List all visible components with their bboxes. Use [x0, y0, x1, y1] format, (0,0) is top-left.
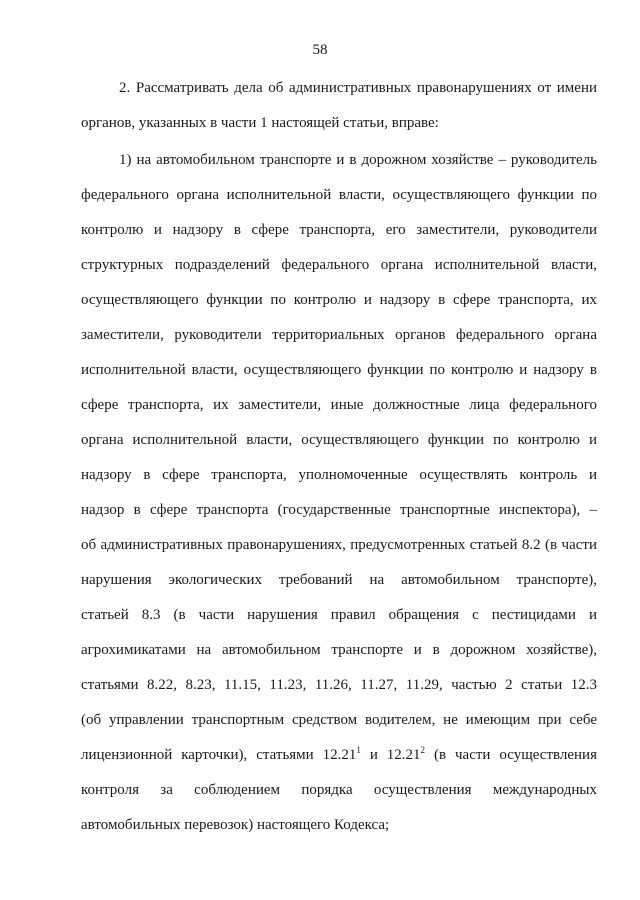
text-segment: и 12.21 — [360, 747, 421, 763]
text-line: надзору в сфере транспорта, уполномоченные осуществлять контроль и — [81, 467, 597, 483]
text-line: осуществляющего функции по контролю и надзору в сфере транспорта, их — [81, 292, 597, 308]
text-line: статьей 8.3 (в части нарушения правил обращения с пестицидами и — [81, 607, 597, 623]
superscript: 1 — [356, 745, 361, 755]
text-line: сфере транспорта, их заместители, иные должностные лица федерального — [81, 397, 597, 413]
text-line: агрохимикатами на автомобильном транспорте и в дорожном хозяйстве), — [81, 642, 597, 658]
text-segment: лицензионной карточки), статьями 12.21 — [81, 747, 357, 763]
text-line: федерального органа исполнительной власти, осуществляющего функции по — [81, 187, 597, 203]
text-segment: (в части осуществления — [425, 747, 597, 763]
text-line: надзор в сфере транспорта (государственные транспортные инспектора), – — [81, 502, 597, 518]
text-line: 1) на автомобильном транспорте и в дорожном хозяйстве – руководитель — [119, 152, 597, 168]
text-line: исполнительной власти, осуществляющего функции по контролю и надзору в — [81, 362, 597, 378]
page-number: 58 — [312, 42, 328, 58]
text-line: структурных подразделений федерального органа исполнительной власти, — [81, 257, 597, 273]
text-line: контроля за соблюдением порядка осуществления международных — [81, 782, 597, 798]
text-line: 2. Рассматривать дела об административных правонарушениях от имени — [119, 80, 597, 96]
text-line: об административных правонарушениях, предусмотренных статьей 8.2 (в части — [81, 537, 597, 553]
text-line: заместители, руководители территориальных органов федерального органа — [81, 327, 597, 343]
text-line: органа исполнительной власти, осуществляющего функции по контролю и — [81, 432, 597, 448]
text-line: автомобильных перевозок) настоящего Кодекса; — [81, 817, 390, 833]
text-line: нарушения экологических требований на автомобильном транспорте), — [81, 572, 597, 588]
text-line-with-superscripts — [81, 746, 597, 764]
text-line: (об управлении транспортным средством водителем, не имеющим при себе — [81, 712, 597, 728]
superscript: 2 — [420, 745, 426, 755]
text-line: статьями 8.22, 8.23, 11.15, 11.23, 11.26, 11.27, 11.29, частью 2 статьи 12.3 — [81, 677, 597, 693]
text-line: органов, указанных в части 1 настоящей статьи, вправе: — [81, 115, 439, 131]
text-line: контролю и надзору в сфере транспорта, его заместители, руководители — [81, 222, 597, 238]
